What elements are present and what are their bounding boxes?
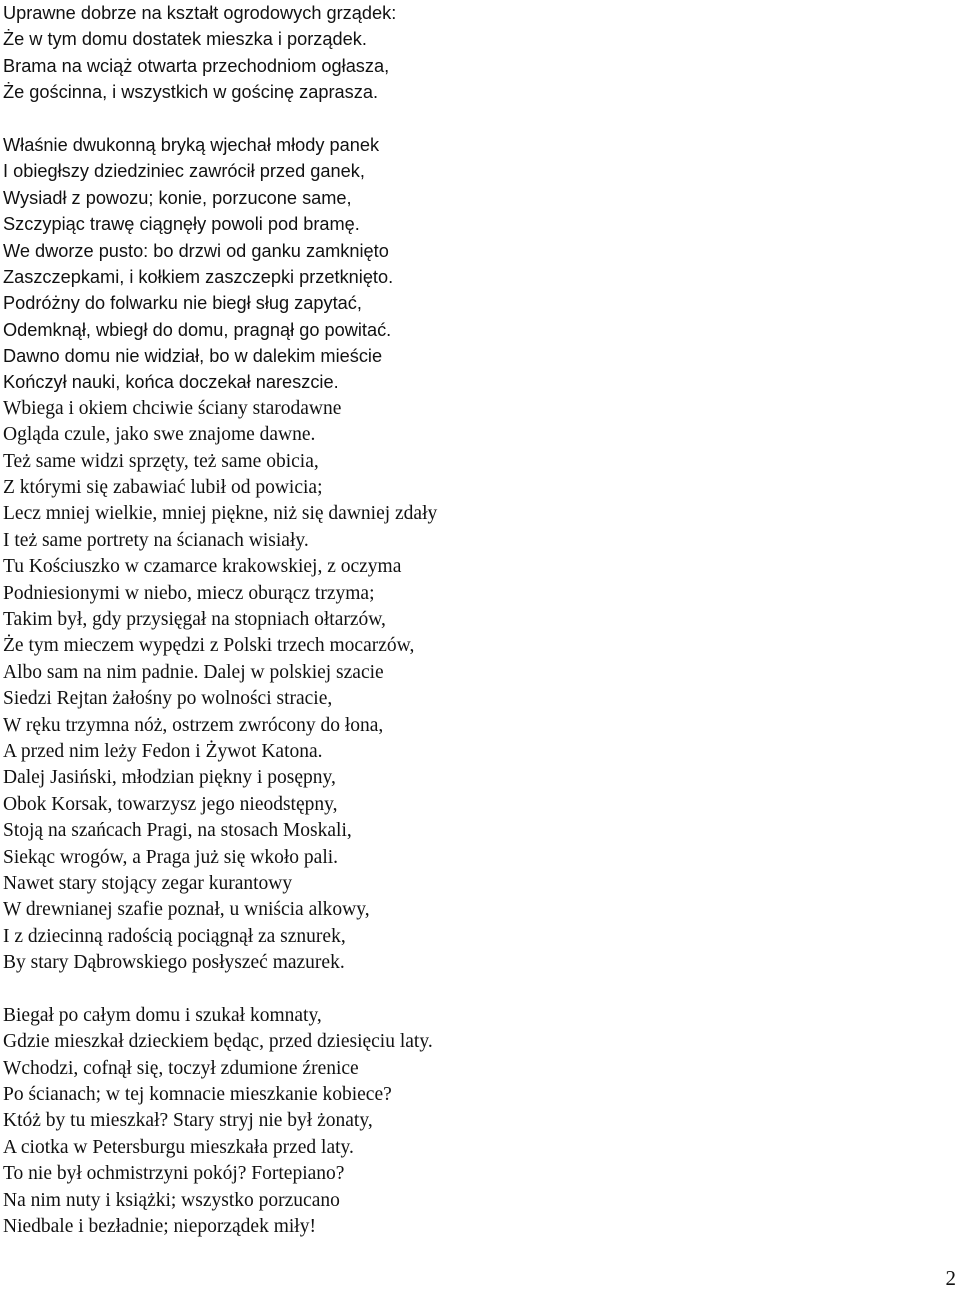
poem-line: Odemknął, wbiegł do domu, pragnął go powitać. <box>3 319 392 340</box>
page-number: 2 <box>945 1266 956 1290</box>
poem-line: Dawno domu nie widział, bo w dalekim mieście <box>3 346 383 367</box>
poem-line: Wysiadł z powozu; konie, porzucone same, <box>3 187 352 208</box>
poem-line: A przed nim leży Fedon i Żywot Katona. <box>3 740 323 762</box>
poem-line: Na nim nuty i książki; wszystko porzucano <box>3 1189 340 1211</box>
poem-line: Z którymi się zabawiać lubił od powicia; <box>3 477 323 499</box>
poem-line: Że tym mieczem wypędzi z Polski trzech mocarzów, <box>3 635 415 657</box>
poem-line: By stary Dąbrowskiego posłyszeć mazurek. <box>3 952 345 974</box>
poem-line: Stoją na szańcach Pragi, na stosach Moskali, <box>3 820 352 842</box>
poem-line: Szczypiąc trawę ciągnęły powoli pod bramę. <box>3 214 360 235</box>
poem-line: Wchodzi, cofnął się, toczył zdumione źrenice <box>3 1057 359 1079</box>
poem-line: Lecz mniej wielkie, mniej piękne, niż się dawniej zdały <box>3 503 438 525</box>
poem-line: Dalej Jasiński, młodzian piękny i posępny, <box>3 767 336 789</box>
poem-line: Że w tym domu dostatek mieszka i porządek. <box>3 29 367 50</box>
poem-line: Kończył nauki, końca doczekał nareszcie. <box>3 372 339 393</box>
poem-line: Wbiega i okiem chciwie ściany starodawne <box>3 397 342 419</box>
stanza-1 <box>3 0 943 106</box>
poem-line: Nawet stary stojący zegar kurantowy <box>3 872 293 894</box>
poem-line: Brama na wciąż otwarta przechodniom ogłasza, <box>3 55 390 76</box>
poem-line: Albo sam na nim padnie. Dalej w polskiej szacie <box>3 661 384 683</box>
poem-line: A ciotka w Petersburgu mieszkała przed laty. <box>3 1136 354 1158</box>
poem-line: I obiegłszy dziedziniec zawrócił przed ganek, <box>3 161 365 182</box>
poem-line: Po ścianach; w tej komnacie mieszkanie kobiece? <box>3 1084 392 1106</box>
poem-line: To nie był ochmistrzyni pokój? Fortepiano? <box>3 1163 345 1185</box>
poem-line: Biegał po całym domu i szukał komnaty, <box>3 1004 322 1026</box>
poem-line: I z dziecinną radością pociągnął za sznurek, <box>3 925 346 947</box>
poem-line: Właśnie dwukonną bryką wjechał młody panek <box>3 134 380 155</box>
stanza-2 <box>3 132 943 977</box>
poem-line: Niedbale i bezładnie; nieporządek miły! <box>3 1215 316 1237</box>
poem-line: W drewnianej szafie poznał, u wniścia alkowy, <box>3 899 370 921</box>
poem-line: Któż by tu mieszkał? Stary stryj nie był żonaty, <box>3 1110 373 1132</box>
poem-line: Też same widzi sprzęty, też same obicia, <box>3 450 319 472</box>
stanza-3 <box>3 1003 943 1241</box>
poem-line: Że gościnna, i wszystkich w gościnę zaprasza. <box>3 82 379 103</box>
poem-line: We dworze pusto: bo drzwi od ganku zamknięto <box>3 240 389 261</box>
poem-line: Ogląda czule, jako swe znajome dawne. <box>3 424 316 446</box>
poem-line: Zaszczepkami, i kołkiem zaszczepki przetknięto. <box>3 266 394 287</box>
poem-page <box>3 0 943 1240</box>
poem-line: Podniesionymi w niebo, miecz oburącz trzyma; <box>3 582 375 604</box>
poem-line: Gdzie mieszkał dzieckiem będąc, przed dziesięciu laty. <box>3 1031 433 1053</box>
poem-line: Takim był, gdy przysięgał na stopniach ołtarzów, <box>3 608 386 630</box>
poem-line: Obok Korsak, towarzysz jego nieodstępny, <box>3 793 338 815</box>
poem-line: Siekąc wrogów, a Praga już się wkoło pali. <box>3 846 339 868</box>
poem-line: I też same portrety na ścianach wisiały. <box>3 529 309 551</box>
poem-line: Siedzi Rejtan żałośny po wolności stracie, <box>3 688 333 710</box>
poem-line: Podróżny do folwarku nie biegł sług zapytać, <box>3 293 362 314</box>
poem-line: Tu Kościuszko w czamarce krakowskiej, z oczyma <box>3 556 402 578</box>
poem-line: Uprawne dobrze na kształt ogrodowych grządek: <box>3 3 397 23</box>
poem-line: W ręku trzymna nóż, ostrzem zwrócony do łona, <box>3 714 384 736</box>
